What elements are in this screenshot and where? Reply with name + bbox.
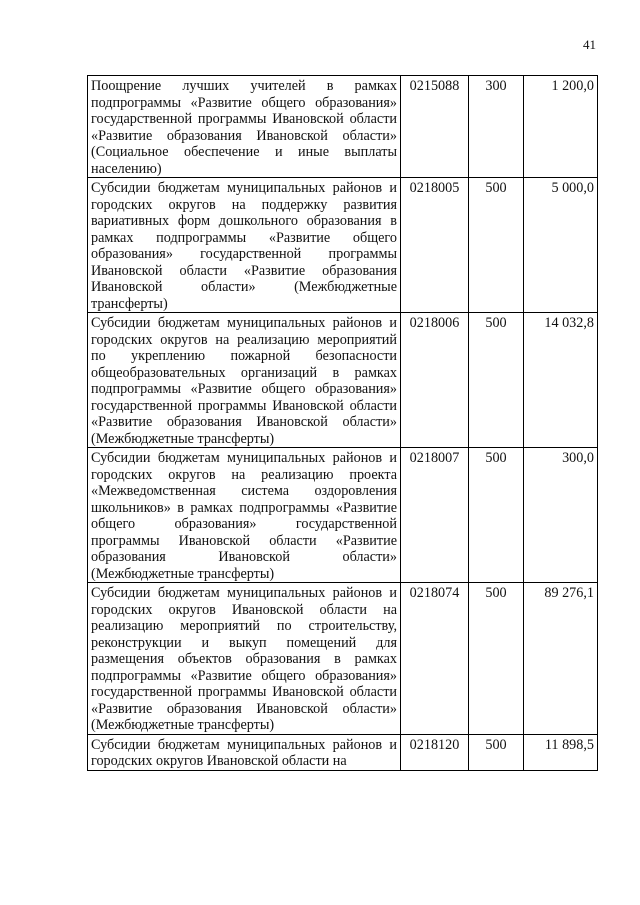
row-amount: 5 000,0 xyxy=(524,178,598,313)
table-row xyxy=(88,313,598,448)
row-amount: 300,0 xyxy=(524,448,598,583)
row-description: Субсидии бюджетам муниципальных районов и городских округов на поддержку развития вариативных форм дошкольного образования в рамках подпрограммы «Развитие общего образования» государственной программы Ивановской области «Развитие образования Ивановской области» (Межбюджетные трансферты) xyxy=(88,178,401,313)
table-row xyxy=(88,448,598,583)
row-amount: 11 898,5 xyxy=(524,734,598,770)
row-description: Поощрение лучших учителей в рамках подпрограммы «Развитие общего образования» государственной программы Ивановской области «Развитие образования Ивановской области» (Социальное обеспечение и иные выплаты населению) xyxy=(88,76,401,178)
row-amount: 89 276,1 xyxy=(524,583,598,735)
row-target-code: 0218005 xyxy=(401,178,469,313)
row-expense-type: 500 xyxy=(469,313,524,448)
row-description xyxy=(88,734,401,770)
table-row xyxy=(88,76,598,178)
row-amount: 1 200,0 xyxy=(524,76,598,178)
row-expense-type: 500 xyxy=(469,448,524,583)
row-description: Субсидии бюджетам муниципальных районов и городских округов на реализацию проекта «Межведомственная система оздоровления школьников» в рамках подпрограммы «Развитие общего образования» государственной программы Ивановской области «Развитие образования Ивановской области» (Межбюджетные трансферты) xyxy=(88,448,401,583)
row-description: Субсидии бюджетам муниципальных районов и городских округов Ивановской области на реализацию мероприятий по строительству, реконструкции и выкуп помещений для размещения объектов образования в рамках подпрограммы «Развитие общего образования» государственной программы Ивановской области «Развитие образования Ивановской области» (Межбюджетные трансферты) xyxy=(88,583,401,735)
row-expense-type: 500 xyxy=(469,734,524,770)
table-row xyxy=(88,178,598,313)
row-target-code: 0218007 xyxy=(401,448,469,583)
row-target-code: 0215088 xyxy=(401,76,469,178)
row-description-text: Субсидии бюджетам муниципальных районов и городских округов Ивановской области на xyxy=(91,736,397,769)
row-expense-type: 300 xyxy=(469,76,524,178)
row-expense-type: 500 xyxy=(469,178,524,313)
table-row xyxy=(88,734,598,770)
row-description: Субсидии бюджетам муниципальных районов и городских округов на реализацию мероприятий по укреплению пожарной безопасности общеобразовательных организаций в рамках подпрограммы «Развитие общего образования» государственной программы Ивановской области «Развитие образования Ивановской области» (Межбюджетные трансферты) xyxy=(88,313,401,448)
row-target-code: 0218120 xyxy=(401,734,469,770)
row-target-code: 0218006 xyxy=(401,313,469,448)
row-target-code: 0218074 xyxy=(401,583,469,735)
row-expense-type: 500 xyxy=(469,583,524,735)
page-number: 41 xyxy=(583,37,596,52)
table-row xyxy=(88,583,598,735)
budget-table xyxy=(87,75,598,771)
row-amount: 14 032,8 xyxy=(524,313,598,448)
